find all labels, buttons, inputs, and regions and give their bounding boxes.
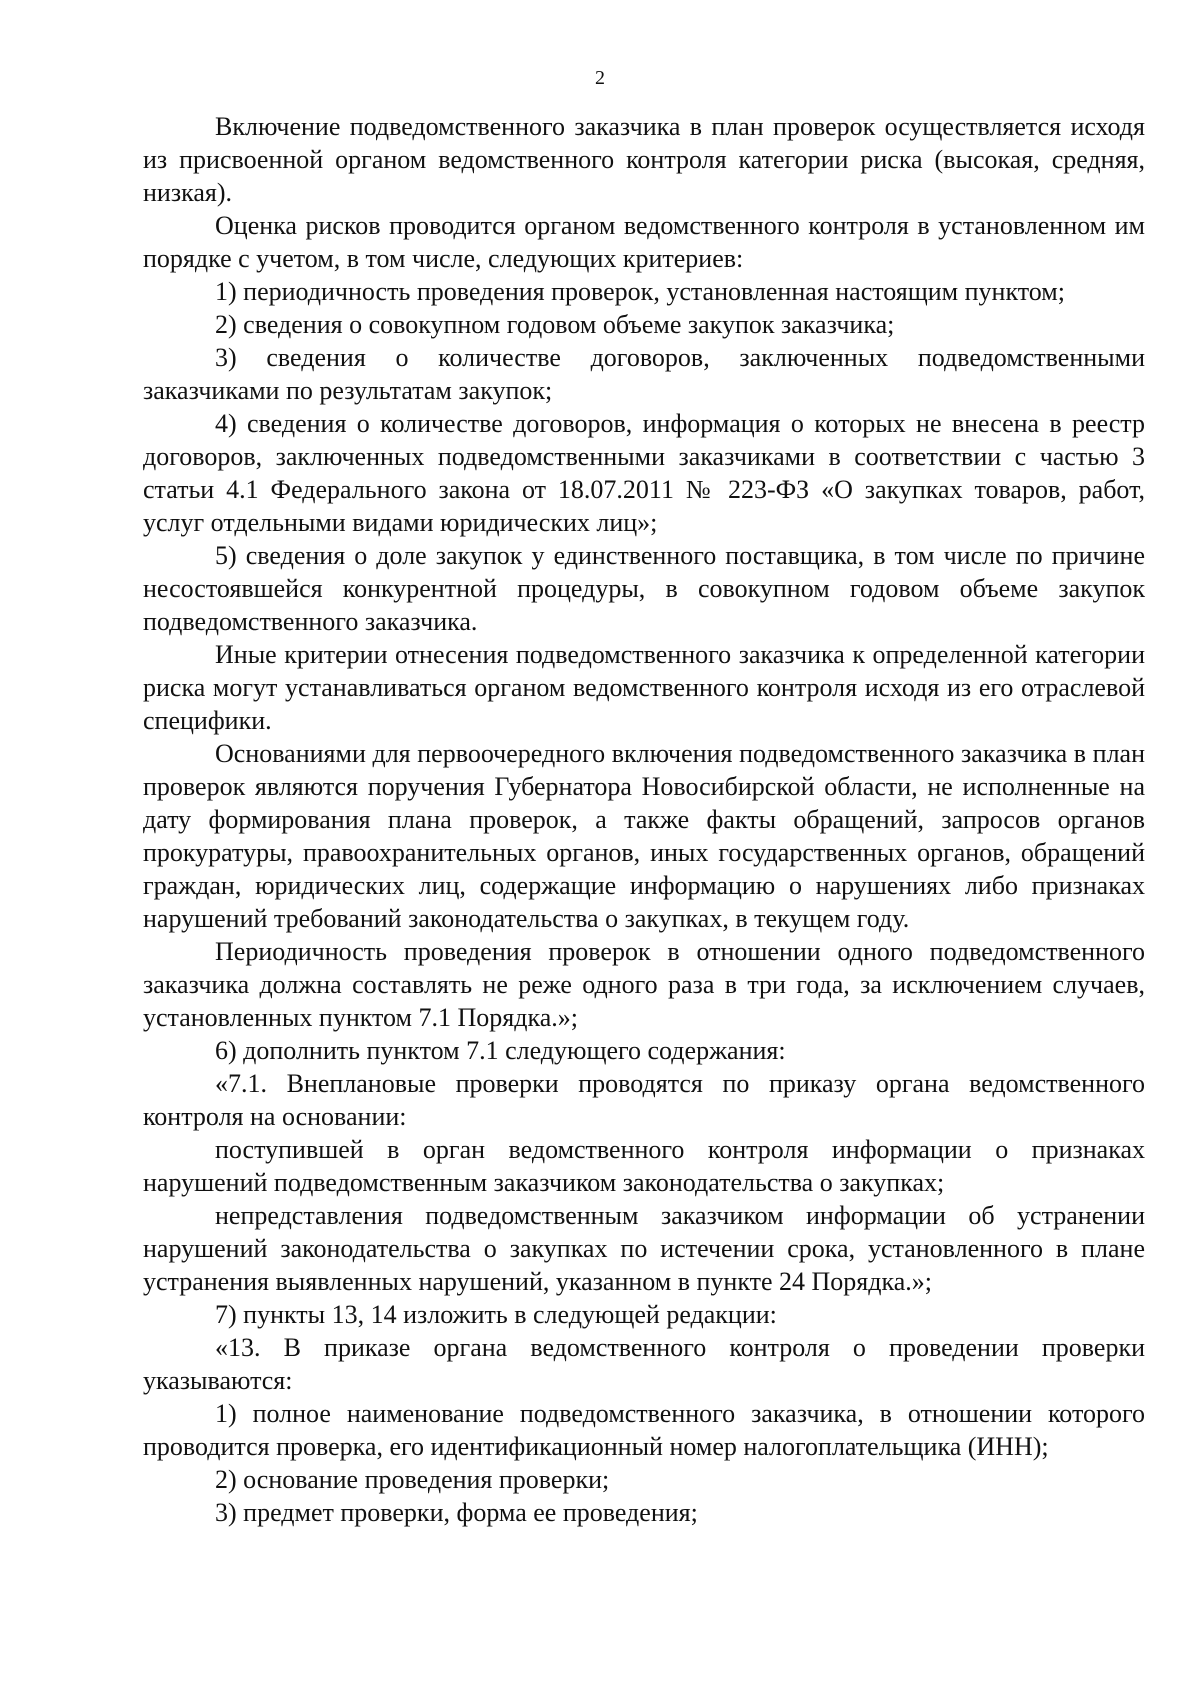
list-item: 6) дополнить пунктом 7.1 следующего содержания: bbox=[215, 1036, 786, 1065]
paragraph: «13. В приказе органа ведомственного контроля о проведении проверки указываются: bbox=[143, 1333, 1145, 1395]
paragraph: поступившей в орган ведомственного контроля информации о признаках нарушений подведомственным заказчиком законодательства о закупках; bbox=[143, 1135, 1145, 1197]
list-item: 1) полное наименование подведомственного заказчика, в отношении которого проводится проверка, его идентификационный номер налогоплательщика (ИНН); bbox=[143, 1399, 1145, 1461]
paragraph: Включение подведомственного заказчика в план проверок осуществляется исходя из присвоенной органом ведомственного контроля категории риска (высокая, средняя, низкая). bbox=[143, 112, 1145, 207]
paragraph: Оценка рисков проводится органом ведомственного контроля в установленном им порядке с учетом, в том числе, следующих критериев: bbox=[143, 211, 1145, 273]
document-body bbox=[143, 110, 1145, 1529]
list-item: 1) периодичность проведения проверок, установленная настоящим пунктом; bbox=[215, 277, 1065, 306]
list-item: 3) сведения о количестве договоров, заключенных подведомственными заказчиками по результатам закупок; bbox=[143, 343, 1145, 405]
paragraph: непредставления подведомственным заказчиком информации об устранении нарушений законодательства о закупках по истечении срока, установленного в плане устранения выявленных нарушений, указанном в пункте 24 Порядка.»; bbox=[143, 1201, 1145, 1296]
paragraph: «7.1. Внеплановые проверки проводятся по приказу органа ведомственного контроля на основании: bbox=[143, 1069, 1145, 1131]
list-item: 2) сведения о совокупном годовом объеме закупок заказчика; bbox=[215, 310, 895, 339]
list-item: 4) сведения о количестве договоров, информация о которых не внесена в реестр договоров, заключенных подведомственными заказчиками в соответствии с частью 3 статьи 4.1 Федерального закона от 18.07.2011 № 223-ФЗ «О закупках товаров, работ, услуг отдельными видами юридических лиц»; bbox=[143, 409, 1145, 537]
list-item: 3) предмет проверки, форма ее проведения; bbox=[215, 1498, 698, 1527]
paragraph: Периодичность проведения проверок в отношении одного подведомственного заказчика должна составлять не реже одного раза в три года, за исключением случаев, установленных пунктом 7.1 Порядка.»; bbox=[143, 937, 1145, 1032]
page-number: 2 bbox=[595, 67, 605, 89]
list-item: 5) сведения о доле закупок у единственного поставщика, в том числе по причине несостоявшейся конкурентной процедуры, в совокупном годовом объеме закупок подведомственного заказчика. bbox=[143, 541, 1145, 636]
list-item: 7) пункты 13, 14 изложить в следующей редакции: bbox=[215, 1300, 777, 1329]
paragraph: Основаниями для первоочередного включения подведомственного заказчика в план проверок являются поручения Губернатора Новосибирской области, не исполненные на дату формирования плана проверок, а также факты обращений, запросов органов прокуратуры, правоохранительных органов, иных государственных органов, обращений граждан, юридических лиц, содержащие информацию о нарушениях либо признаках нарушений требований законодательства о закупках, в текущем году. bbox=[143, 739, 1145, 933]
list-item: 2) основание проведения проверки; bbox=[215, 1465, 610, 1494]
paragraph: Иные критерии отнесения подведомственного заказчика к определенной категории риска могут устанавливаться органом ведомственного контроля исходя из его отраслевой специфики. bbox=[143, 640, 1145, 735]
